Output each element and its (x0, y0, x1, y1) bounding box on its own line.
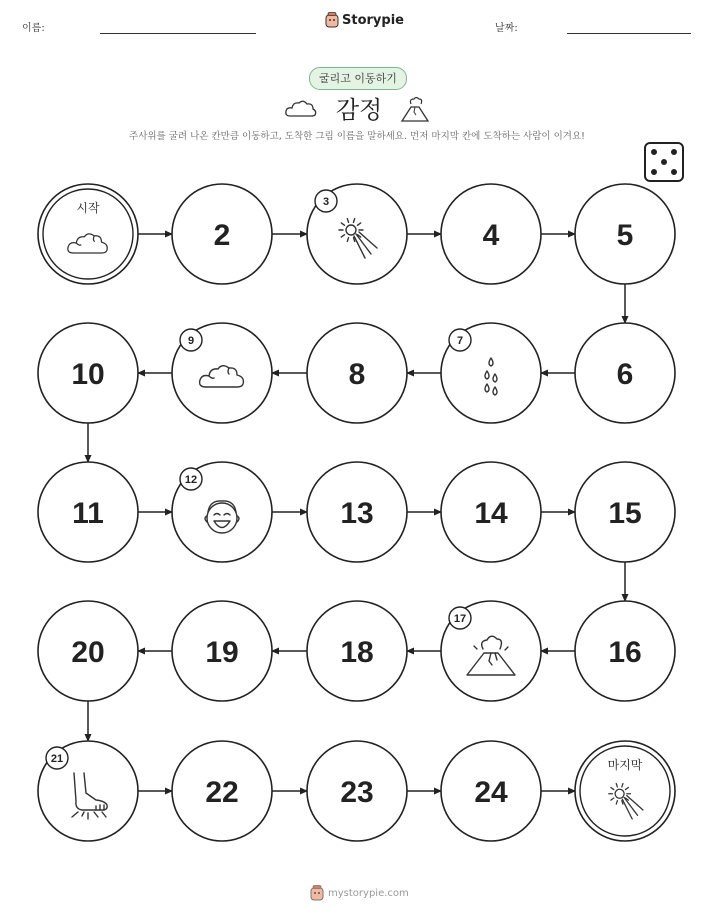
cell-number-badge-text: 12 (184, 474, 198, 486)
board-cell-number (575, 601, 675, 701)
board-cell-number (38, 323, 138, 423)
board-cell-number (441, 184, 541, 284)
board-cell-number (441, 741, 541, 841)
board-cell-number (575, 462, 675, 562)
cell-number: 14 (474, 497, 508, 530)
cell-number-badge-text: 3 (322, 196, 330, 208)
board-cell-number (307, 741, 407, 841)
cell-number: 23 (340, 776, 374, 809)
board-cell-number (307, 462, 407, 562)
board-cell-number (575, 184, 675, 284)
date-label: 날짜: (495, 23, 518, 34)
board-cell-number (38, 601, 138, 701)
cell-number: 13 (340, 497, 374, 530)
dice-icon (645, 143, 683, 181)
brand-name: Storypie (342, 12, 404, 28)
board-cell-number (172, 184, 272, 284)
title-text: 감정 (335, 96, 383, 124)
board-cell-number (441, 462, 541, 562)
board-cell-picture (307, 184, 407, 284)
board-cell-number (172, 601, 272, 701)
board-cell-picture (441, 323, 541, 423)
footer-url: mystorypie.com (328, 887, 409, 899)
board-cell-number (38, 462, 138, 562)
cell-number-badge-text: 7 (456, 335, 464, 347)
cell-number: 20 (71, 636, 105, 669)
board-cell-finish (575, 741, 675, 841)
name-label: 이름: (22, 23, 45, 34)
start-label: 시작 (76, 201, 100, 215)
cell-number: 16 (608, 636, 642, 669)
instructions: 주사위를 굴려 나온 칸만큼 이동하고, 도착한 그림 이름을 말하세요. 먼저 마지막 칸에 도착하는 사람이 이겨요! (129, 131, 585, 142)
cell-number: 8 (348, 358, 366, 391)
board-cell-number (172, 741, 272, 841)
footer (310, 885, 409, 901)
cell-number-badge-text: 9 (187, 335, 195, 347)
board-cell-number (307, 323, 407, 423)
board-cell-number (307, 601, 407, 701)
cell-number: 11 (72, 497, 104, 530)
cell-number: 5 (616, 219, 634, 252)
board-cell-picture (441, 601, 541, 701)
cell-number: 15 (608, 497, 642, 530)
cell-circle (575, 741, 675, 841)
board-cell-picture (172, 323, 272, 423)
board-cell-picture (38, 741, 138, 841)
cell-number: 4 (482, 219, 500, 252)
cell-number-badge-text: 17 (453, 613, 467, 625)
cell-number: 6 (616, 358, 634, 391)
cell-number: 10 (71, 358, 105, 391)
cell-number: 19 (205, 636, 239, 669)
finish-label: 마지막 (607, 758, 643, 772)
board-cell-start (38, 184, 138, 284)
board-cell-picture (172, 462, 272, 562)
cell-number: 2 (213, 219, 231, 252)
cell-number: 24 (474, 776, 508, 809)
cell-number: 18 (340, 636, 374, 669)
storypie-mascot-icon (310, 885, 324, 901)
activity-tag: 굴리고 이동하기 (309, 67, 407, 90)
board-cell-number (575, 323, 675, 423)
cell-number-badge-text: 21 (50, 753, 64, 765)
cell-number: 22 (205, 776, 239, 809)
